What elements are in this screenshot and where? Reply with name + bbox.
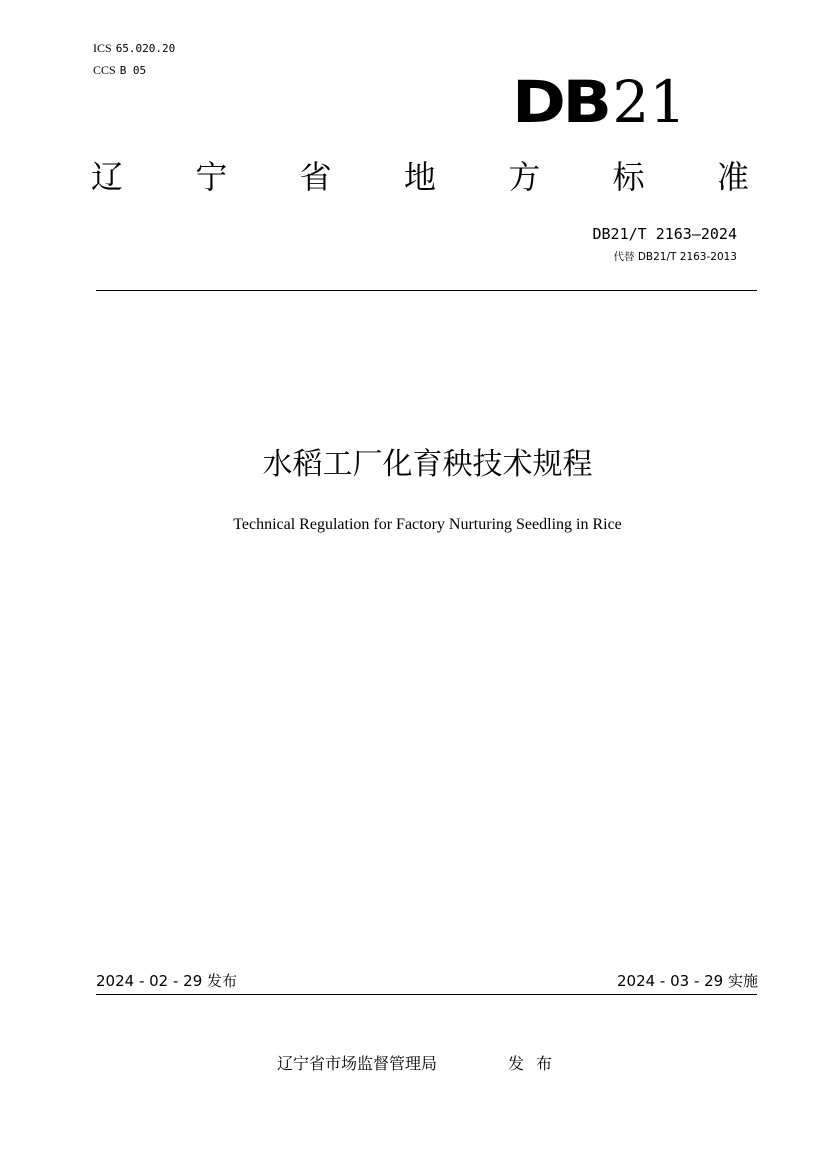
db21-logo <box>512 70 702 134</box>
ccs-label: CCS <box>93 63 116 77</box>
org-title-char: 准 <box>716 158 749 196</box>
ccs-code: B 05 <box>119 64 147 77</box>
org-title-char: 方 <box>508 158 541 196</box>
org-standard-title <box>90 155 750 199</box>
issuing-action: 发布 <box>508 1054 565 1073</box>
org-title-char: 标 <box>612 158 645 196</box>
replaced-standard: 代替 DB21/T 2163-2013 <box>613 251 737 263</box>
ics-label: ICS <box>93 41 112 55</box>
issuing-authority: 辽宁省市场监督管理局 <box>277 1054 438 1073</box>
ccs-classification <box>93 63 146 78</box>
document-title-english: Technical Regulation for Factory Nurturing Seedling in Rice <box>233 516 622 533</box>
standard-number: DB21/T 2163—2024 <box>592 225 737 243</box>
org-title-char: 宁 <box>195 158 228 196</box>
ics-classification <box>93 41 175 56</box>
org-title-char: 辽 <box>90 158 123 196</box>
footer-divider <box>96 994 757 995</box>
logo-number: 21 <box>612 68 687 136</box>
header-divider <box>96 290 757 291</box>
logo-letters: DB <box>512 68 609 136</box>
implementation-date: 2024 - 03 - 29 实施 <box>616 972 758 990</box>
issue-date: 2024 - 02 - 29 发布 <box>96 972 238 990</box>
org-title-char: 省 <box>299 158 332 196</box>
document-title-chinese: 水稻工厂化育秧技术规程 <box>262 447 593 482</box>
ics-code: 65.020.20 <box>115 42 176 55</box>
org-title-char: 地 <box>403 158 436 196</box>
